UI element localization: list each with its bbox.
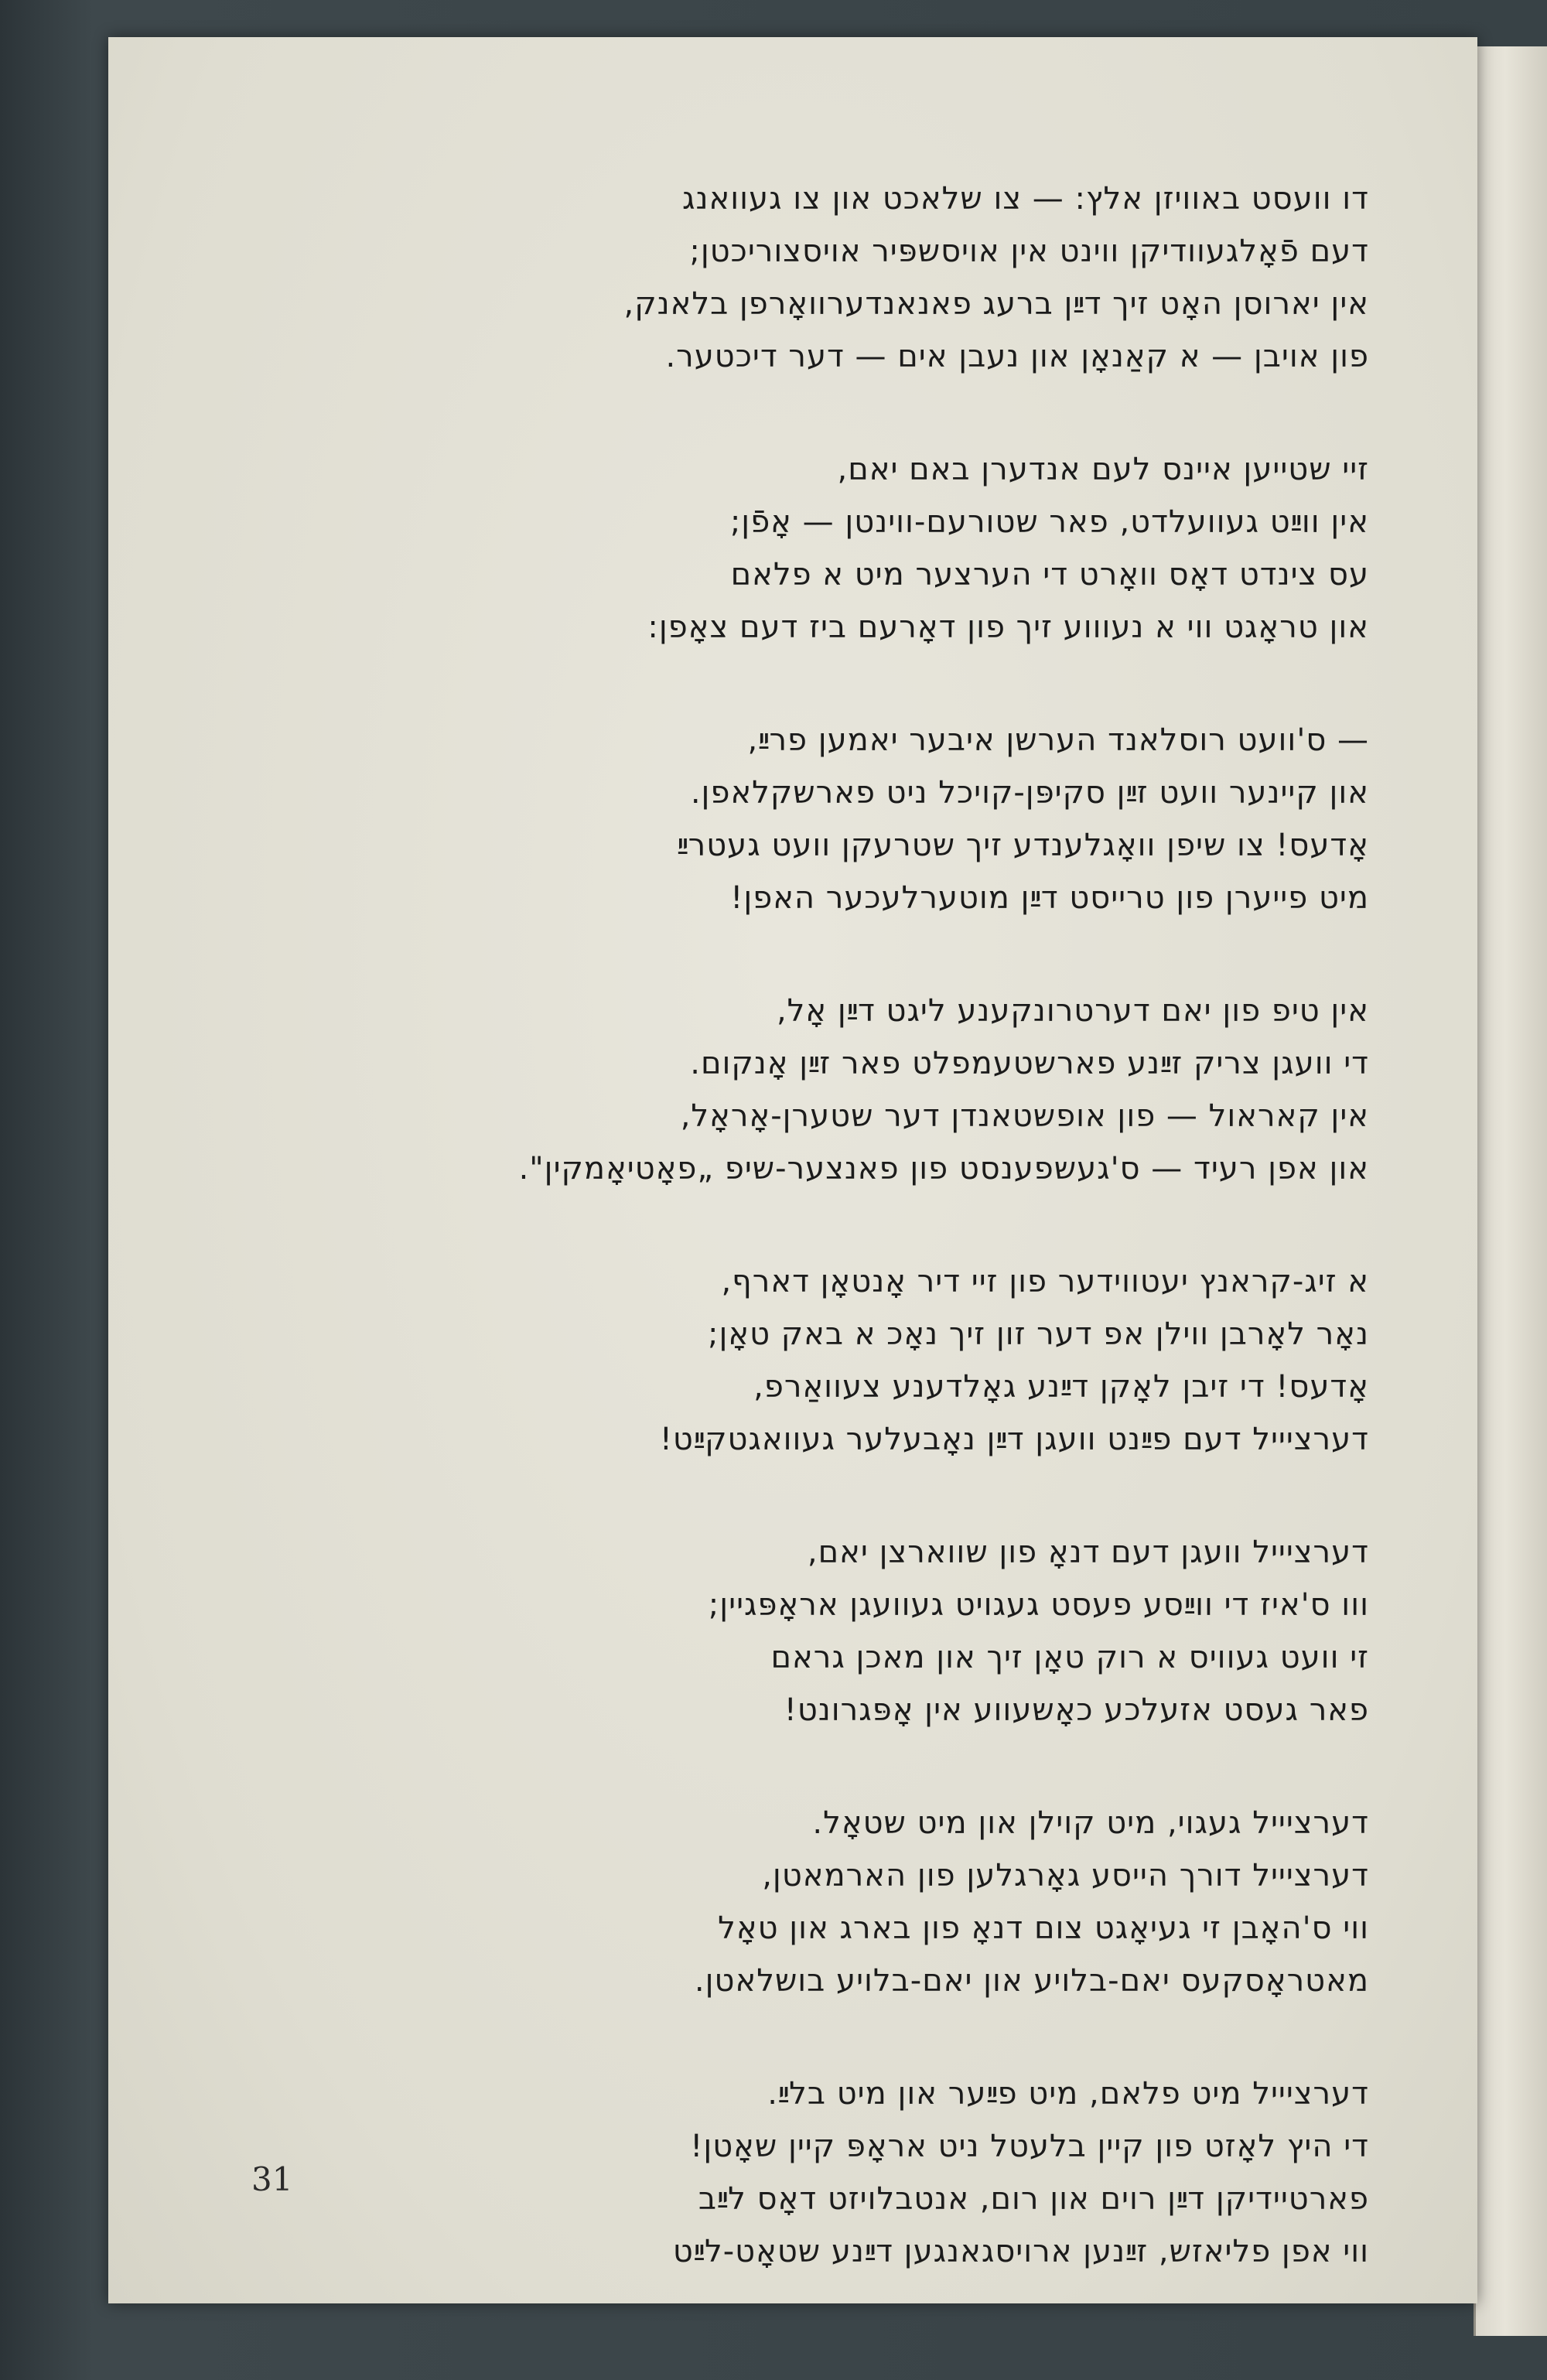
poem-line: דערציייל געגוי, מיט קוילן און מיט שטאָל. (812, 1805, 1369, 1841)
poem-line: זיי שטייען איינס לעם אנדערן באם יאם, (837, 452, 1369, 487)
poem-line: עס צינדט דאָס וואָרט די הערצער מיט א פלאם (730, 557, 1369, 592)
poem-line: אָדעס! צו שיפן וואָגלענדע זיך שטרעקן וועט געטרײַ (677, 828, 1369, 863)
poem-line: דו וועסט באוויזן אלץ: — צו שלאכט און צו געוואנג (681, 181, 1369, 217)
stanza (248, 2068, 1369, 2278)
poem-line: דערציייל מיט פלאם, מיט פײַער און מיט בלײַ. (767, 2076, 1369, 2112)
poem-line: מיט פייערן פון טרייסט דײַן מוטערלעכער האפן! (730, 880, 1369, 916)
poem-line: ווו ס'איז די ווײַסע פעסט געגויט געוועגן אראָפּגיין; (708, 1587, 1369, 1623)
poem-line: פאר געסט אזעלכע כאָשעווע אין אָפּגרונט! (784, 1692, 1369, 1728)
adjacent-page-edge (1474, 46, 1547, 2336)
poem-line: דערציייל וועגן דעם דנאָ פון שווארצן יאם, (807, 1535, 1369, 1570)
poem-line: א זיג-קראנץ יעטווידער פון זיי דיר אָנטאָן דארף, (721, 1264, 1369, 1299)
poem-line: און טראָגט ווי א נעוווע זיך פון דאָרעם ביז דעם צאָפן: (647, 610, 1369, 645)
poem-line: פון אויבן — א קאַנאָן און נעבן אים — דער דיכטער. (665, 339, 1369, 374)
book-page (108, 37, 1477, 2303)
poem-line: פארטיידיקן דײַן רוים און רום, אנטבלויזט דאָס לײַב (698, 2181, 1369, 2217)
stanza (248, 1797, 1369, 2007)
poem-line: און קיינער וועט זײַן סקיפּן-קויכל ניט פארשקלאפן. (690, 775, 1369, 811)
poem-line: זי וועט געוויס א רוק טאָן זיך און מאכן גראם (770, 1640, 1369, 1675)
stanza (248, 443, 1369, 654)
poem-line: די היץ לאָזט פון קיין בלעטל ניט אראָפּ קיין שאָטן! (690, 2129, 1369, 2164)
poem-line: אין טיפ פון יאם דערטרונקענע ליגט דײַן אָל, (776, 993, 1369, 1029)
poem-line: און אפן רעיד — ס'געשפענסט פון פאנצער-שיפ „פאָטיאָמקין". (518, 1151, 1369, 1187)
poem-line: אָדעס! די זיבן לאָקן דײַנע גאָלדענע צעוואַרפ, (753, 1369, 1369, 1405)
poem-line: דערציייל דורך הייסע גאָרגלען פון הארמאטן, (762, 1858, 1369, 1893)
stanza (248, 714, 1369, 924)
poem-line: נאָר לאָרבן ווילן אפ דער זון זיך נאָכ א באק טאָן; (708, 1316, 1369, 1352)
stanza (248, 172, 1369, 383)
poem-text (248, 172, 1369, 2338)
poem-line: ווי ס'האָבן זי געיאָגט צום דנאָ פון בארג און טאָל (718, 1910, 1369, 1946)
poem-line: דעם פֿאָלגעוודיקן ווינט אין אויסשפּיר אויסצוריכטן; (689, 234, 1369, 269)
stanza (248, 1526, 1369, 1736)
poem-line: אין ווײַט געוועלדט, פאר שטורעם-ווינטן — אָפֿן; (729, 504, 1369, 540)
stanza (248, 985, 1369, 1195)
poem-line: — ס'וועט רוסלאנד הערשן איבער יאמען פרײַ, (747, 722, 1369, 758)
poem-line: דערציייל דעם פײַנט וועגן דײַן נאָבעלער געוואגטקײַט! (659, 1422, 1369, 1457)
poem-line: אין קאראול — פון אופשטאנדן דער שטערן-אָראָל, (680, 1098, 1369, 1134)
poem-line: אין יארוסן האָט זיך דײַן ברעג פאנאנדערוואָרפן בלאנק, (623, 286, 1369, 322)
poem-line: ווי אפן פליאזש, זײַנען ארויסגאנגען דײַנע שטאָט-לײַט (672, 2234, 1369, 2269)
poem-line: די וועגן צריק זײַנע פארשטעמפלט פאר זײַן אָנקום. (690, 1046, 1369, 1081)
stanza (248, 1255, 1369, 1466)
page-number: 31 (251, 2160, 293, 2198)
poem-line: מאטראָסקעס יאם-בלויע און יאם-בלויע בושלאטן. (694, 1963, 1369, 1999)
